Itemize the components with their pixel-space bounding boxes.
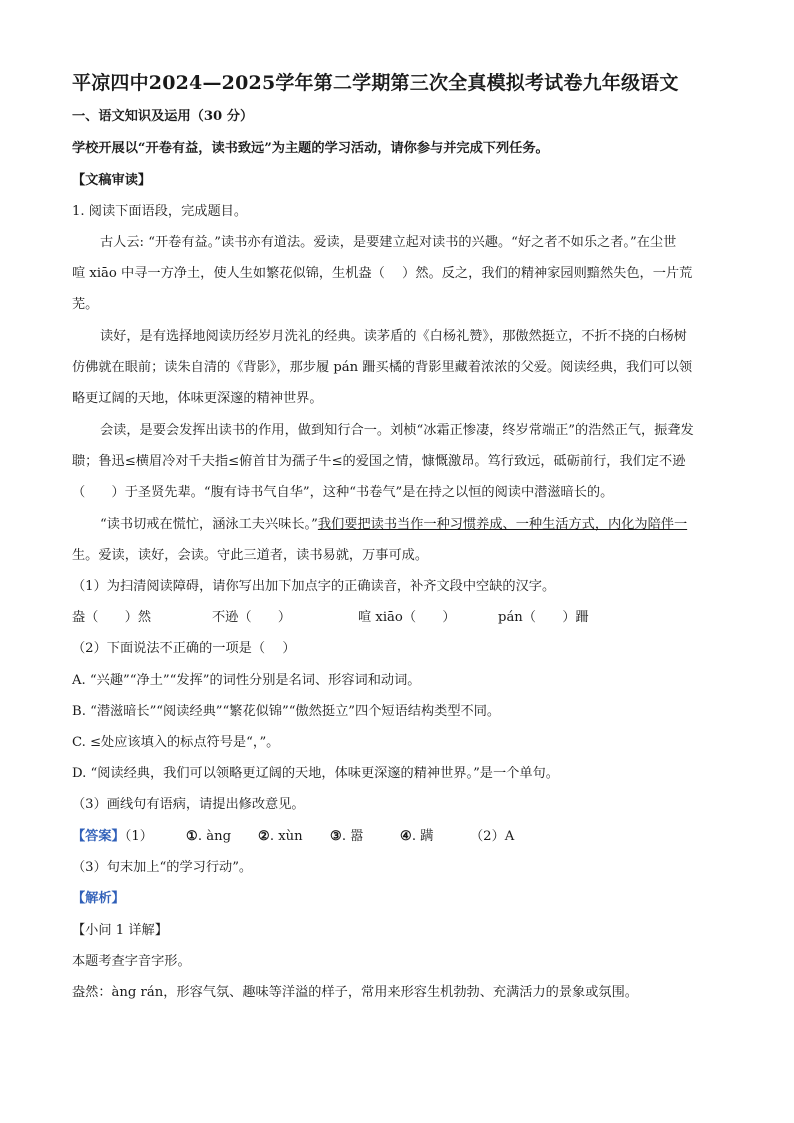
- option-b: B. “潜滋暗长”“阅读经典”“繁花似锦”“傲然挺立”四个短语结构类型不同。: [72, 704, 501, 719]
- passage-line: 古人云: “开卷有益。”读书亦有道法。爱读，是要建立起对读书的兴趣。“好之者不如乐之者。”在尘世: [100, 235, 677, 250]
- passage-line: 仿佛就在眼前；读朱自清的《背影》，那步履 pán 跚买橘的背影里藏着浓浓的父爱。阅读经典，我们可以领: [72, 360, 693, 375]
- option-a: A. “兴趣”“净土”“发挥”的词性分别是名词、形容词和动词。: [72, 673, 421, 688]
- fill-item-3: 喧 xiāo（ ）: [358, 610, 456, 625]
- answer-part3: （3）句末加上“的学习行动”。: [72, 860, 253, 875]
- fill-item-1: 盎（ ）然: [72, 610, 152, 625]
- option-d: D. “阅读经典，我们可以领略更辽阔的天地，体味更深邃的精神世界。”是一个单句。: [72, 766, 559, 781]
- passage-line: 略更辽阔的天地，体味更深邃的精神世界。: [72, 391, 323, 406]
- passage-line: 芜。: [72, 297, 99, 312]
- passage-line: 读好，是有选择地阅读历经岁月洗礼的经典。读茅盾的《白杨礼赞》，那傲然挺立，不折不挠的白杨树: [100, 329, 687, 344]
- option-c: C. ≤处应该填入的标点符号是“，”。: [72, 735, 280, 750]
- answer-part1: （1）: [124, 829, 153, 844]
- passage-line: 喧 xiāo 中寻一方净土，使人生如繁花似锦，生机盎（ ）然。反之，我们的精神家园则黯然失色，一片荒: [72, 266, 693, 281]
- page-title: 平凉四中2024—2025学年第二学期第三次全真模拟考试卷九年级语文: [72, 72, 679, 94]
- passage-line: [100, 515, 687, 535]
- sub-question-2-prompt: （2）下面说法不正确的一项是（ ）: [72, 641, 296, 656]
- analysis-line: 本题考查字音字形。: [72, 954, 191, 969]
- answer-part2: （2）A: [470, 829, 515, 844]
- analysis-sub-label: 【小问 1 详解】: [72, 923, 168, 938]
- analysis-line: 盎然：àng rán，形容气氛、趣味等洋溢的样子，常用来形容生机勃勃、充满活力的景象或氛围。: [72, 985, 638, 1000]
- section-subheading: 【文稿审读】: [72, 173, 152, 188]
- underlined-sentence: 我们要把读书当作一种习惯养成、一种生活方式，内化为陪伴一: [317, 517, 688, 532]
- sub-question-1-prompt: （1）为扫清阅读障碍，请你写出加下加点字的正确读音，补齐文段中空缺的汉字。: [72, 579, 556, 594]
- answer-line: [72, 827, 153, 847]
- passage-line: 生。爱读，读好，会读。守此三道者，读书易就，万事可成。: [72, 548, 429, 563]
- answer-item-1: ①. àng: [186, 829, 232, 844]
- passage-line: 聩；鲁迅≤横眉冷对千夫指≤俯首甘为孺子牛≤的爱国之情，慷慨激昂。笃行致远，砥砺前行，我们定不逊: [72, 454, 686, 469]
- section-intro: 学校开展以“开卷有益，读书致远”为主题的学习活动，请你参与并完成下列任务。: [72, 141, 549, 156]
- question-stem: 1. 阅读下面语段，完成题目。: [72, 204, 248, 219]
- answer-item-2: ②. xùn: [258, 829, 303, 844]
- answer-label: 【答案】: [72, 829, 125, 844]
- analysis-label: 【解析】: [72, 891, 125, 906]
- section-heading: 一、语文知识及运用（30 分）: [72, 109, 254, 124]
- fill-item-2: 不逊（ ）: [212, 610, 292, 625]
- answer-item-3: ③. 嚣: [330, 829, 364, 844]
- sub-question-3-prompt: （3）画线句有语病，请提出修改意见。: [72, 797, 305, 812]
- answer-item-4: ④. 蹒: [400, 829, 434, 844]
- passage-quote: “读书切戒在慌忙，涵泳工夫兴味长。”: [100, 517, 318, 532]
- passage-line: （ ）于圣贤先辈。“腹有诗书气自华”，这种“书卷气”是在持之以恒的阅读中潜滋暗长的。: [72, 485, 614, 500]
- passage-line: 会读，是要会发挥出读书的作用，做到知行合一。刘桢“冰霜正惨凄，终岁常端正”的浩然正气，振聋发: [100, 423, 694, 438]
- fill-item-4: pán（ ）跚: [498, 610, 589, 625]
